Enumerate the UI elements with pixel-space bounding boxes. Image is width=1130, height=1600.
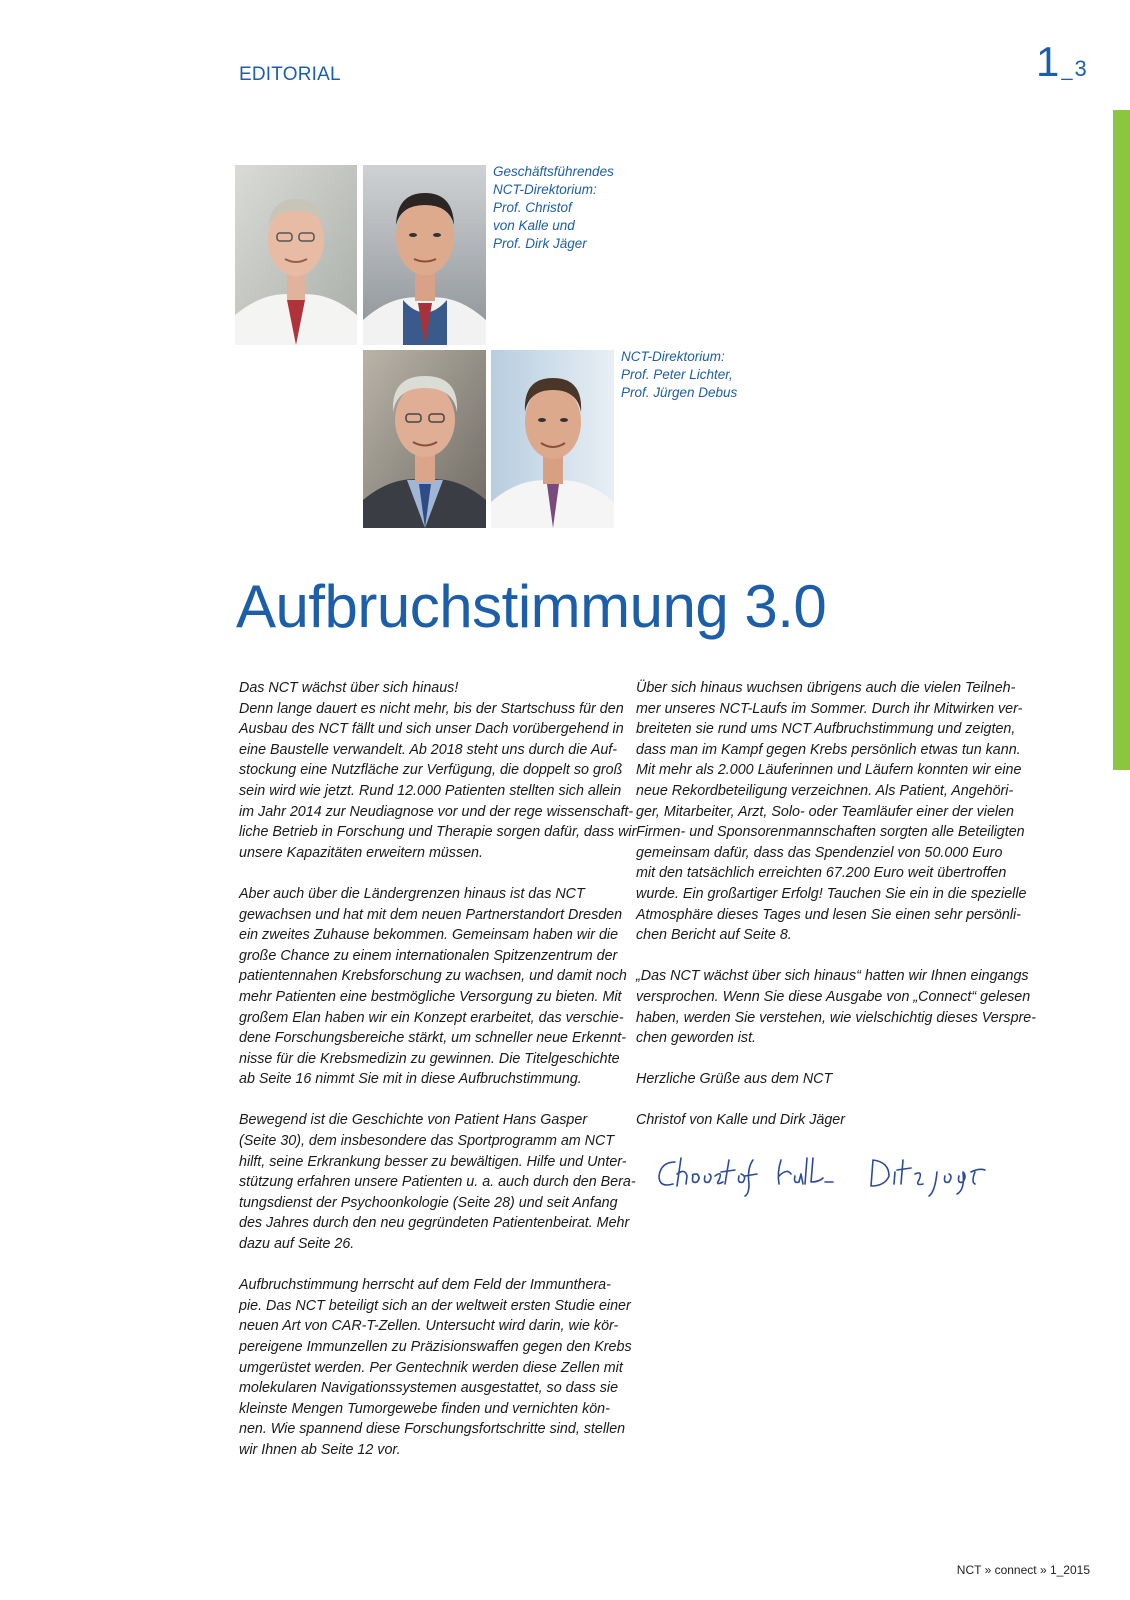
- text-line: pereigene Immunzellen zu Präzisionswaffen gegen den Krebs: [239, 1339, 632, 1355]
- text-line: breiteten sie rund ums NCT Aufbruchstimmung und zeigten,: [636, 721, 1016, 738]
- text-line: Bewegend ist die Geschichte von Patient Hans Gasper: [239, 1112, 588, 1129]
- text-line: (Seite 30), dem insbesondere das Sportprogramm am NCT: [239, 1133, 615, 1150]
- text-line: ein zweites Zuhause bekommen. Gemeinsam haben wir die: [239, 927, 619, 944]
- caption-line: Prof. Christof: [493, 200, 572, 215]
- green-accent-bar: [1113, 110, 1130, 770]
- handwritten-signature: [653, 1148, 1013, 1198]
- text-line: mehr Patienten eine bestmögliche Versorgung zu bieten. Mit: [239, 988, 622, 1005]
- text-line: Mit mehr als 2.000 Läuferinnen und Läufern konnten wir eine: [636, 762, 1022, 779]
- section-label: EDITORIAL: [239, 64, 341, 85]
- photo-caption-directors: [621, 348, 737, 402]
- text-line: kleinste Mengen Tumorgewebe finden und vernichten kön-: [239, 1400, 610, 1417]
- caption-line: Prof. Jürgen Debus: [621, 385, 738, 400]
- article-left-column: [239, 678, 637, 1481]
- text-line: umgerüstet werden. Per Gentechnik werden diese Zellen mit: [239, 1359, 623, 1376]
- text-line: patientennahen Krebsforschung zu wachsen, und damit noch: [239, 968, 627, 985]
- caption-line: Prof. Peter Lichter,: [621, 367, 733, 382]
- text-line: haben, werden Sie verstehen, wie vielschichtig dieses Verspre-: [636, 1009, 1036, 1026]
- text-line: hilft, seine Erkrankung besser zu bewältigen. Hilfe und Unter-: [239, 1153, 627, 1170]
- text-line: dazu auf Seite 26.: [239, 1236, 355, 1253]
- text-line: ab Seite 16 nimmt Sie mit in diese Aufbruchstimmung.: [239, 1071, 582, 1088]
- page-number-major: 1: [1036, 38, 1060, 85]
- text-line: ger, Mitarbeiter, Arzt, Solo- oder Teamläufer einer der vielen: [636, 803, 1014, 820]
- text-line: versprochen. Wenn Sie diese Ausgabe von „Connect“ gelesen: [636, 988, 1031, 1005]
- text-line: wurde. Ein großartiger Erfolg! Tauchen Sie ein in die spezielle: [636, 885, 1027, 902]
- text-line: gewachsen und hat mit dem neuen Partnerstandort Dresden: [239, 906, 623, 923]
- text-line: molekularen Navigationssystemen ausgestattet, so dass sie: [239, 1380, 619, 1397]
- text-line: Aber auch über die Ländergrenzen hinaus ist das NCT: [239, 885, 585, 902]
- text-line: mer unseres NCT-Laufs im Sommer. Durch ihr Mitwirken ver-: [636, 700, 1023, 717]
- text-line: Herzliche Grüße aus dem NCT: [636, 1071, 833, 1088]
- article-paragraph: [239, 884, 629, 1090]
- text-line: „Das NCT wächst über sich hinaus“ hatten wir Ihnen eingangs: [636, 968, 1029, 985]
- article-paragraph: [636, 1110, 1026, 1131]
- portrait-photo-2: [363, 165, 486, 345]
- text-line: Über sich hinaus wuchsen übrigens auch die vielen Teilneh-: [636, 680, 1016, 696]
- text-line: Das NCT wächst über sich hinaus!: [239, 680, 459, 696]
- text-line: dass man im Kampf gegen Krebs persönlich etwas tun kann.: [636, 741, 1021, 758]
- text-line: Christof von Kalle und Dirk Jäger: [636, 1112, 845, 1129]
- article-right-column: [636, 678, 1036, 1152]
- text-line: pie. Das NCT beteiligt sich an der weltweit ersten Studie einer: [239, 1297, 631, 1314]
- footer-issue: NCT » connect » 1_2015: [956, 1563, 1090, 1577]
- portrait-photo-1: [235, 165, 357, 345]
- text-line: nen. Wie spannend diese Forschungsfortschritte sind, stellen: [239, 1421, 626, 1438]
- article-paragraph: [636, 966, 1036, 1048]
- text-line: Ausbau des NCT fällt und sich unser Dach vorübergehend in: [239, 721, 624, 738]
- caption-line: NCT-Direktorium:: [621, 349, 725, 364]
- text-line: chen geworden ist.: [636, 1030, 757, 1047]
- text-line: Aufbruchstimmung herrscht auf dem Feld der Immunthera-: [239, 1277, 611, 1294]
- text-line: große Chance zu einem internationalen Spitzenzentrum der: [239, 947, 618, 964]
- text-line: eine Baustelle verwandelt. Ab 2018 steht uns durch die Auf-: [239, 741, 618, 758]
- article-paragraph: [636, 1069, 1026, 1090]
- article-title: Aufbruchstimmung 3.0: [236, 573, 827, 640]
- text-line: wir Ihnen ab Seite 12 vor.: [239, 1441, 401, 1458]
- page-number: [1036, 38, 1087, 86]
- text-line: tungsdienst der Psychoonkologie (Seite 28) und seit Anfang: [239, 1194, 618, 1211]
- portrait-photo-3: [363, 350, 486, 528]
- text-line: großem Elan haben wir ein Konzept erarbeitet, das verschie-: [239, 1009, 624, 1026]
- text-line: Atmosphäre dieses Tages und lesen Sie einen sehr persönli-: [636, 906, 1021, 923]
- caption-line: von Kalle und: [493, 218, 575, 233]
- text-line: unsere Kapazitäten erweitern müssen.: [239, 844, 483, 861]
- text-line: mit den tatsächlich erreichten 67.200 Euro weit übertroffen: [636, 865, 1007, 882]
- article-paragraph: [239, 1110, 636, 1254]
- caption-line: NCT-Direktorium:: [493, 182, 597, 197]
- photo-caption-executive: [493, 163, 614, 253]
- article-paragraph: [636, 678, 1026, 946]
- article-paragraph: [239, 678, 637, 863]
- text-line: Denn lange dauert es nicht mehr, bis der Startschuss für den: [239, 700, 624, 717]
- article-paragraph: [239, 1275, 632, 1460]
- text-line: gemeinsam dafür, dass das Spendenziel von 50.000 Euro: [636, 844, 1003, 861]
- text-line: im Jahr 2014 zur Neudiagnose vor und der rege wissenschaft-: [239, 803, 634, 820]
- caption-line: Geschäftsführendes: [493, 164, 614, 179]
- text-line: neuen Art von CAR-T-Zellen. Untersucht wird darin, wie kör-: [239, 1318, 619, 1335]
- text-line: liche Betrieb in Forschung und Therapie sorgen dafür, dass wir: [239, 824, 637, 841]
- portrait-photo-4: [491, 350, 614, 528]
- text-line: stützung erfahren unsere Patienten u. a. auch durch den Bera-: [239, 1174, 636, 1191]
- text-line: dene Forschungsbereiche stärkt, um schneller neue Erkennt-: [239, 1030, 627, 1047]
- text-line: chen Bericht auf Seite 8.: [636, 927, 792, 944]
- page-number-minor: 3: [1074, 56, 1087, 81]
- text-line: Firmen- und Sponsorenmannschaften sorgten alle Beteiligten: [636, 824, 1025, 841]
- text-line: neue Rekordbeteiligung verzeichnen. Als Patient, Angehöri-: [636, 782, 1014, 799]
- text-line: sein wird wie jetzt. Rund 12.000 Patienten stellten sich allein: [239, 782, 622, 799]
- text-line: des Jahres durch den neu gegründeten Patientenbeirat. Mehr: [239, 1215, 630, 1232]
- text-line: stockung eine Nutzfläche zur Verfügung, die doppelt so groß: [239, 762, 623, 779]
- text-line: nisse für die Krebsmedizin zu gewinnen. Die Titelgeschichte: [239, 1050, 620, 1067]
- page-number-separator: _: [1061, 59, 1073, 81]
- caption-line: Prof. Dirk Jäger: [493, 236, 587, 251]
